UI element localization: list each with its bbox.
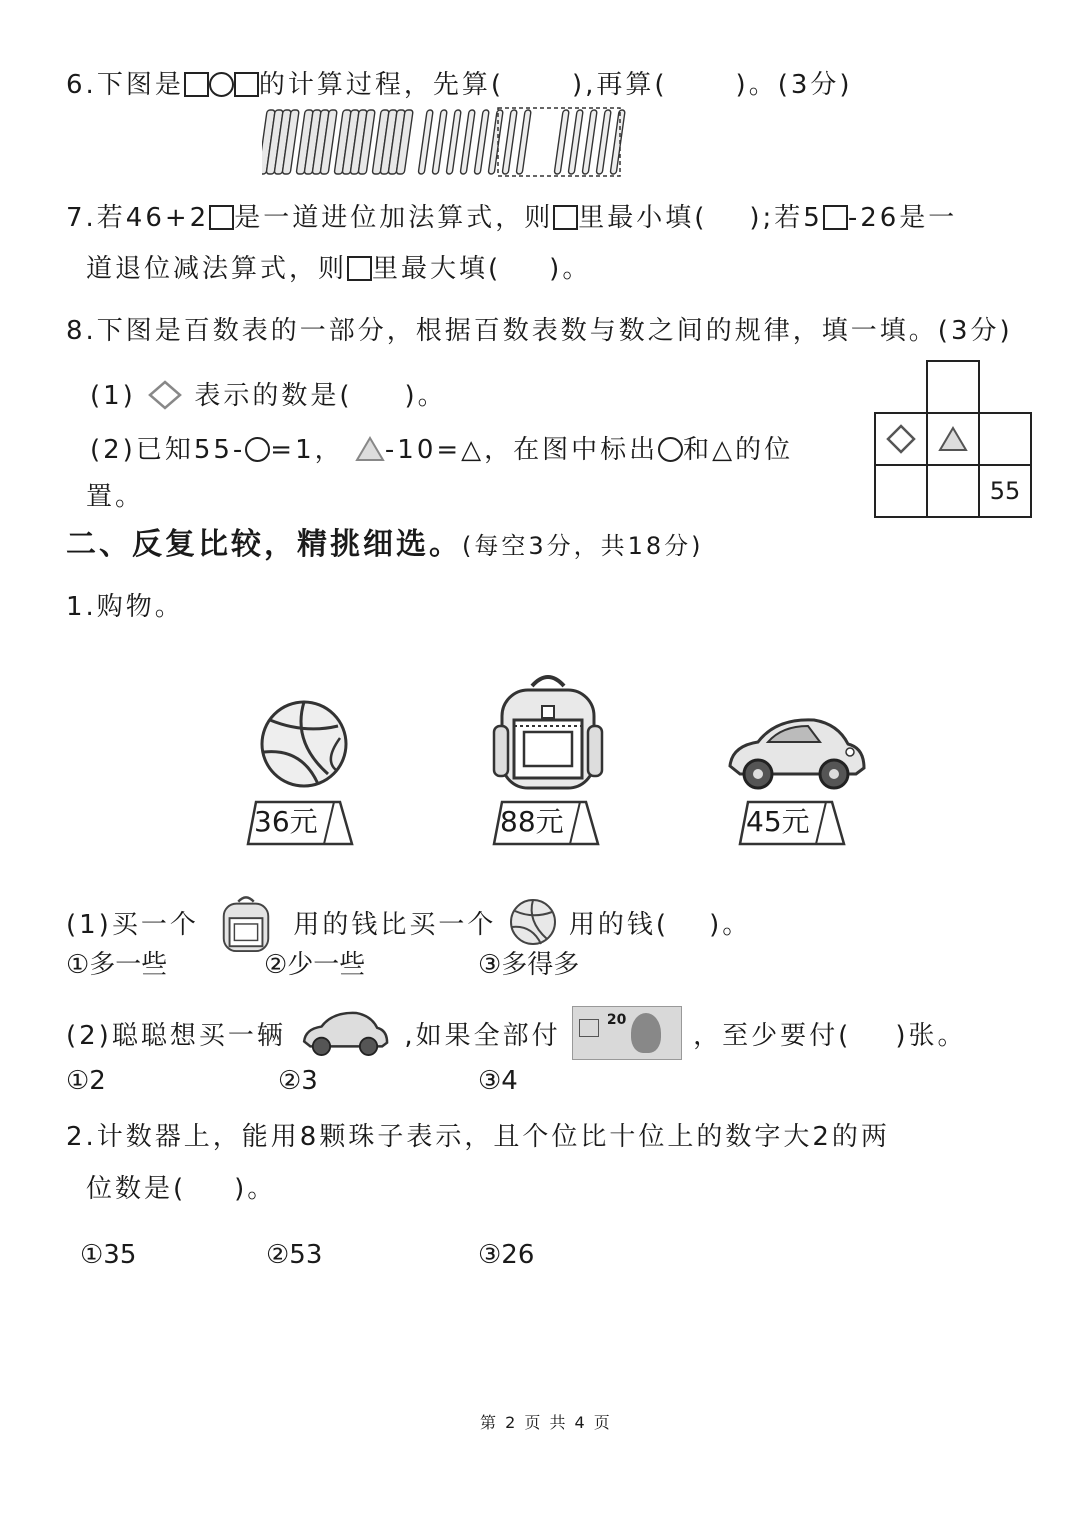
question-text: 里最小填( bbox=[578, 203, 708, 233]
hundred-chart-fragment bbox=[874, 360, 1034, 520]
diamond-icon bbox=[885, 423, 917, 455]
portrait-icon bbox=[631, 1013, 661, 1053]
shop-item-car bbox=[724, 712, 868, 798]
question-text: -10=△，在图中标出 bbox=[384, 435, 659, 465]
s2-question-1-title: 1.购物。 bbox=[66, 592, 184, 622]
shop-item-backpack bbox=[488, 668, 608, 798]
question-8-title: 8.下图是百数表的一部分，根据百数表数与数之间的规律，填一填。(3分) bbox=[66, 316, 1013, 346]
question-text: )。 bbox=[709, 910, 752, 940]
price-tag bbox=[486, 798, 606, 848]
question-text: 道退位减法算式，则 bbox=[86, 254, 348, 284]
volleyball-icon bbox=[508, 897, 558, 947]
backpack-icon bbox=[488, 668, 608, 792]
triangle-icon bbox=[938, 425, 968, 453]
diamond-icon bbox=[147, 380, 183, 410]
stick-bundle-icon bbox=[296, 110, 337, 174]
question-text: 用的钱( bbox=[568, 910, 670, 940]
blank-square bbox=[823, 205, 848, 230]
stick-bundle-icon bbox=[262, 110, 299, 174]
question-text: )。 bbox=[549, 254, 592, 284]
banknote-value: 20 bbox=[606, 1012, 627, 1028]
section-title: 二、反复比较，精挑细选。 bbox=[66, 527, 462, 562]
operator-circle bbox=[209, 72, 234, 97]
question-8-part-2 bbox=[90, 436, 793, 463]
toy-car-icon bbox=[724, 712, 868, 796]
question-7-line-1 bbox=[66, 205, 957, 231]
volleyball-icon bbox=[240, 690, 360, 798]
question-text: 的计算过程，先算( bbox=[258, 70, 504, 100]
page-footer: 第 2 页 共 4 页 bbox=[480, 1413, 612, 1432]
question-text: ),再算( bbox=[571, 70, 668, 100]
question-text: 7.若46+2 bbox=[66, 203, 210, 233]
question-text: );若5 bbox=[749, 203, 823, 233]
stick-bundle-icon bbox=[372, 110, 413, 174]
question-text: =1， bbox=[270, 435, 344, 465]
section-note: (每空3分，共18分) bbox=[462, 532, 704, 560]
banknote-icon bbox=[572, 1006, 682, 1060]
question-text: )张。 bbox=[895, 1021, 967, 1051]
grid-cell-55: 55 bbox=[978, 464, 1032, 518]
price-label: 36元 bbox=[254, 805, 318, 838]
question-text: 和△的位 bbox=[683, 435, 794, 465]
option-1[interactable]: ①2 bbox=[66, 1066, 106, 1096]
option-2[interactable]: ②53 bbox=[266, 1240, 323, 1270]
question-text: 位数是( bbox=[86, 1174, 187, 1204]
question-text: )。 bbox=[404, 381, 447, 411]
question-text: 表示的数是( bbox=[194, 381, 353, 411]
s2-question-2-line-2 bbox=[86, 1176, 276, 1202]
question-8-part-2-cont: 置。 bbox=[86, 482, 145, 512]
blank-square bbox=[209, 205, 234, 230]
question-text: 是一道进位加法算式，则 bbox=[234, 203, 554, 233]
option-3[interactable]: ③26 bbox=[478, 1240, 535, 1270]
blank-square bbox=[347, 256, 372, 281]
grid-cell[interactable] bbox=[874, 412, 928, 466]
price-tag bbox=[240, 798, 360, 848]
question-text: )。(3分) bbox=[735, 70, 853, 100]
grid-cell[interactable] bbox=[978, 412, 1032, 466]
question-7-line-2 bbox=[86, 256, 591, 282]
question-text: ，至少要付( bbox=[693, 1021, 852, 1051]
price-tag bbox=[732, 798, 852, 848]
question-text: (1)买一个 bbox=[66, 910, 199, 940]
triangle-icon bbox=[355, 436, 385, 462]
option-3[interactable]: ③4 bbox=[478, 1066, 518, 1096]
part-label: (1) bbox=[90, 381, 136, 411]
grid-cell bbox=[926, 360, 980, 414]
question-6-line bbox=[66, 72, 853, 98]
grid-cell[interactable] bbox=[926, 464, 980, 518]
banknote-emblem bbox=[579, 1019, 599, 1037]
question-text: 下图是 bbox=[96, 70, 184, 100]
question-text: -26是一 bbox=[847, 203, 958, 233]
option-2[interactable]: ②少一些 bbox=[264, 950, 366, 980]
s2q1-part-2 bbox=[66, 1006, 966, 1060]
option-1[interactable]: ①多一些 bbox=[66, 950, 168, 980]
grid-cell[interactable] bbox=[926, 412, 980, 466]
price-label: 45元 bbox=[746, 805, 810, 838]
counting-sticks-illustration bbox=[262, 104, 632, 178]
price-label: 88元 bbox=[500, 805, 564, 838]
blank-square bbox=[234, 72, 259, 97]
blank-square bbox=[553, 205, 578, 230]
blank-square bbox=[184, 72, 209, 97]
grid-cell[interactable] bbox=[874, 464, 928, 518]
option-1[interactable]: ①35 bbox=[80, 1240, 137, 1270]
s2q1-part-1 bbox=[66, 893, 751, 953]
question-text: 用的钱比买一个 bbox=[293, 910, 497, 940]
option-2[interactable]: ②3 bbox=[278, 1066, 318, 1096]
question-text: )。 bbox=[234, 1174, 277, 1204]
section-2-heading bbox=[66, 527, 704, 562]
question-8-part-1 bbox=[90, 380, 447, 410]
circle-icon bbox=[658, 437, 683, 462]
question-text: 里最大填( bbox=[372, 254, 502, 284]
question-text: ,如果全部付 bbox=[404, 1021, 561, 1051]
question-text: (2)聪聪想买一辆 bbox=[66, 1021, 286, 1051]
question-number: 6. bbox=[66, 70, 97, 100]
toy-car-icon bbox=[297, 1008, 393, 1060]
option-3[interactable]: ③多得多 bbox=[478, 950, 580, 980]
stick-bundle-icon bbox=[334, 110, 375, 174]
part-label: (2)已知55- bbox=[90, 435, 246, 465]
s2-question-2-line-1: 2.计数器上，能用8颗珠子表示，且个位比十位上的数字大2的两 bbox=[66, 1122, 890, 1152]
circle-icon bbox=[245, 437, 270, 462]
backpack-icon bbox=[210, 893, 282, 953]
